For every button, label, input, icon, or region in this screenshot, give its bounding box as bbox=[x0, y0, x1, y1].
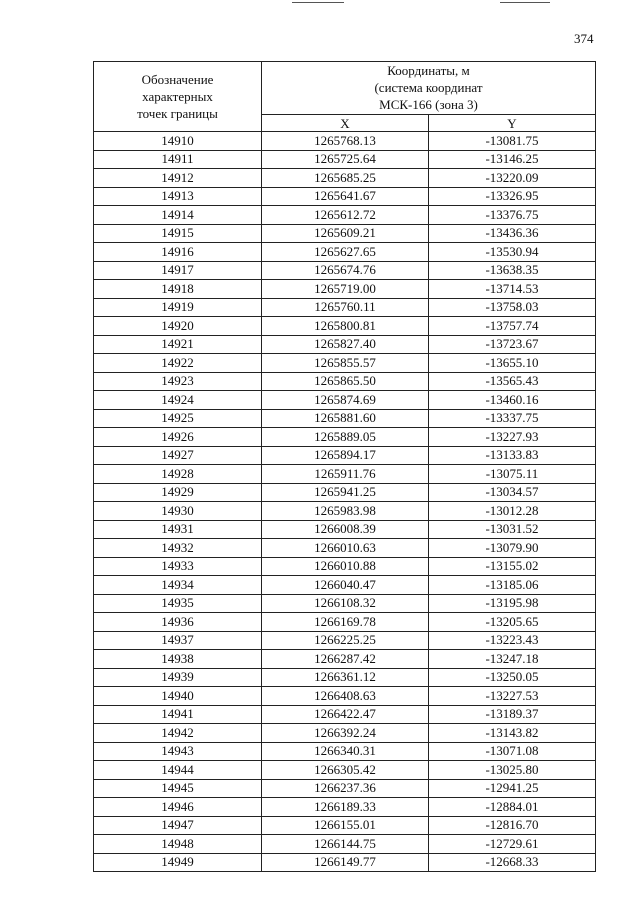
x-coordinate-cell: 1265983.98 bbox=[262, 502, 429, 521]
x-coordinate-cell: 1265612.72 bbox=[262, 206, 429, 225]
x-coordinate-cell: 1266408.63 bbox=[262, 687, 429, 706]
y-coordinate-cell: -13223.43 bbox=[429, 631, 596, 650]
x-coordinate-cell: 1266305.42 bbox=[262, 761, 429, 780]
x-coordinate-cell: 1266361.12 bbox=[262, 668, 429, 687]
y-coordinate-cell: -13031.52 bbox=[429, 520, 596, 539]
x-column-header: X bbox=[262, 115, 429, 132]
y-coordinate-cell: -12729.61 bbox=[429, 835, 596, 854]
table-row bbox=[94, 502, 596, 521]
x-coordinate-cell: 1265641.67 bbox=[262, 187, 429, 206]
table-row bbox=[94, 317, 596, 336]
table-row bbox=[94, 816, 596, 835]
y-coordinate-cell: -13155.02 bbox=[429, 557, 596, 576]
y-coordinate-cell: -13638.35 bbox=[429, 261, 596, 280]
point-cell: 14935 bbox=[94, 594, 262, 613]
point-cell: 14918 bbox=[94, 280, 262, 299]
scan-mark-left bbox=[292, 2, 344, 3]
x-coordinate-cell: 1265827.40 bbox=[262, 335, 429, 354]
x-coordinate-cell: 1265941.25 bbox=[262, 483, 429, 502]
point-cell: 14926 bbox=[94, 428, 262, 447]
y-coordinate-cell: -13337.75 bbox=[429, 409, 596, 428]
x-coordinate-cell: 1265800.81 bbox=[262, 317, 429, 336]
table-row bbox=[94, 724, 596, 743]
point-cell: 14946 bbox=[94, 798, 262, 817]
table-row bbox=[94, 261, 596, 280]
point-cell: 14919 bbox=[94, 298, 262, 317]
table-row bbox=[94, 169, 596, 188]
y-coordinate-cell: -13227.53 bbox=[429, 687, 596, 706]
table-row bbox=[94, 520, 596, 539]
x-coordinate-cell: 1265768.13 bbox=[262, 132, 429, 151]
point-cell: 14911 bbox=[94, 150, 262, 169]
y-coordinate-cell: -13655.10 bbox=[429, 354, 596, 373]
x-coordinate-cell: 1266040.47 bbox=[262, 576, 429, 595]
coordinates-table bbox=[93, 61, 596, 872]
y-coordinate-cell: -13247.18 bbox=[429, 650, 596, 669]
point-cell: 14949 bbox=[94, 853, 262, 872]
point-cell: 14916 bbox=[94, 243, 262, 262]
point-cell: 14928 bbox=[94, 465, 262, 484]
y-coordinate-cell: -13205.65 bbox=[429, 613, 596, 632]
point-cell: 14910 bbox=[94, 132, 262, 151]
point-cell: 14948 bbox=[94, 835, 262, 854]
point-header-line: характерных bbox=[142, 89, 213, 104]
y-coordinate-cell: -13025.80 bbox=[429, 761, 596, 780]
x-coordinate-cell: 1265874.69 bbox=[262, 391, 429, 410]
page-number: 374 bbox=[574, 31, 594, 46]
y-coordinate-cell: -13012.28 bbox=[429, 502, 596, 521]
point-cell: 14934 bbox=[94, 576, 262, 595]
point-cell: 14936 bbox=[94, 613, 262, 632]
point-cell: 14944 bbox=[94, 761, 262, 780]
x-coordinate-cell: 1266287.42 bbox=[262, 650, 429, 669]
x-coordinate-cell: 1265719.00 bbox=[262, 280, 429, 299]
x-coordinate-cell: 1266108.32 bbox=[262, 594, 429, 613]
y-coordinate-cell: -13460.16 bbox=[429, 391, 596, 410]
table-row bbox=[94, 280, 596, 299]
x-coordinate-cell: 1266008.39 bbox=[262, 520, 429, 539]
x-coordinate-cell: 1265760.11 bbox=[262, 298, 429, 317]
point-header-line: Обозначение bbox=[141, 72, 214, 87]
table-row bbox=[94, 650, 596, 669]
coords-header-line: (система координат bbox=[374, 80, 483, 95]
x-coordinate-cell: 1266149.77 bbox=[262, 853, 429, 872]
x-coordinate-cell: 1266340.31 bbox=[262, 742, 429, 761]
y-coordinate-cell: -12941.25 bbox=[429, 779, 596, 798]
table-row bbox=[94, 206, 596, 225]
table-row bbox=[94, 243, 596, 262]
point-cell: 14939 bbox=[94, 668, 262, 687]
x-coordinate-cell: 1265674.76 bbox=[262, 261, 429, 280]
table-row bbox=[94, 835, 596, 854]
y-coordinate-cell: -12884.01 bbox=[429, 798, 596, 817]
x-coordinate-cell: 1266010.88 bbox=[262, 557, 429, 576]
coords-header-line: Координаты, м bbox=[387, 63, 470, 78]
table-row bbox=[94, 687, 596, 706]
coords-header-line: МСК-166 (зона 3) bbox=[379, 97, 478, 112]
y-coordinate-cell: -13376.75 bbox=[429, 206, 596, 225]
x-coordinate-cell: 1265911.76 bbox=[262, 465, 429, 484]
table-row bbox=[94, 798, 596, 817]
x-coordinate-cell: 1266169.78 bbox=[262, 613, 429, 632]
y-coordinate-cell: -13714.53 bbox=[429, 280, 596, 299]
table-header-row bbox=[94, 62, 596, 115]
point-cell: 14922 bbox=[94, 354, 262, 373]
table-row bbox=[94, 224, 596, 243]
point-cell: 14912 bbox=[94, 169, 262, 188]
table-row bbox=[94, 446, 596, 465]
point-cell: 14947 bbox=[94, 816, 262, 835]
y-coordinate-cell: -13220.09 bbox=[429, 169, 596, 188]
x-coordinate-cell: 1266155.01 bbox=[262, 816, 429, 835]
point-cell: 14937 bbox=[94, 631, 262, 650]
point-cell: 14923 bbox=[94, 372, 262, 391]
table-row bbox=[94, 594, 596, 613]
point-cell: 14938 bbox=[94, 650, 262, 669]
x-coordinate-cell: 1266422.47 bbox=[262, 705, 429, 724]
y-coordinate-cell: -13185.06 bbox=[429, 576, 596, 595]
point-cell: 14915 bbox=[94, 224, 262, 243]
table-body bbox=[94, 132, 596, 872]
table-row bbox=[94, 391, 596, 410]
table-row bbox=[94, 705, 596, 724]
y-coordinate-cell: -13133.83 bbox=[429, 446, 596, 465]
table-row bbox=[94, 187, 596, 206]
x-coordinate-cell: 1266392.24 bbox=[262, 724, 429, 743]
point-cell: 14931 bbox=[94, 520, 262, 539]
x-coordinate-cell: 1266010.63 bbox=[262, 539, 429, 558]
x-coordinate-cell: 1265855.57 bbox=[262, 354, 429, 373]
y-coordinate-cell: -13723.67 bbox=[429, 335, 596, 354]
table-row bbox=[94, 465, 596, 484]
y-coordinate-cell: -13079.90 bbox=[429, 539, 596, 558]
y-coordinate-cell: -12816.70 bbox=[429, 816, 596, 835]
point-cell: 14925 bbox=[94, 409, 262, 428]
table-row bbox=[94, 631, 596, 650]
x-coordinate-cell: 1265865.50 bbox=[262, 372, 429, 391]
point-cell: 14924 bbox=[94, 391, 262, 410]
x-coordinate-cell: 1265881.60 bbox=[262, 409, 429, 428]
table-row bbox=[94, 483, 596, 502]
x-coordinate-cell: 1266225.25 bbox=[262, 631, 429, 650]
y-coordinate-cell: -13326.95 bbox=[429, 187, 596, 206]
y-coordinate-cell: -13757.74 bbox=[429, 317, 596, 336]
x-coordinate-cell: 1265889.05 bbox=[262, 428, 429, 447]
table-row bbox=[94, 428, 596, 447]
point-cell: 14927 bbox=[94, 446, 262, 465]
point-cell: 14941 bbox=[94, 705, 262, 724]
y-coordinate-cell: -13227.93 bbox=[429, 428, 596, 447]
y-coordinate-cell: -13071.08 bbox=[429, 742, 596, 761]
point-cell: 14929 bbox=[94, 483, 262, 502]
y-coordinate-cell: -13758.03 bbox=[429, 298, 596, 317]
table-row bbox=[94, 150, 596, 169]
table-row bbox=[94, 742, 596, 761]
y-coordinate-cell: -13250.05 bbox=[429, 668, 596, 687]
table-row bbox=[94, 576, 596, 595]
x-coordinate-cell: 1265627.65 bbox=[262, 243, 429, 262]
table-row bbox=[94, 853, 596, 872]
y-coordinate-cell: -13081.75 bbox=[429, 132, 596, 151]
y-coordinate-cell: -13530.94 bbox=[429, 243, 596, 262]
point-cell: 14917 bbox=[94, 261, 262, 280]
coords-column-header bbox=[262, 62, 596, 115]
point-cell: 14945 bbox=[94, 779, 262, 798]
point-cell: 14940 bbox=[94, 687, 262, 706]
y-coordinate-cell: -12668.33 bbox=[429, 853, 596, 872]
y-coordinate-cell: -13075.11 bbox=[429, 465, 596, 484]
x-coordinate-cell: 1266189.33 bbox=[262, 798, 429, 817]
y-coordinate-cell: -13189.37 bbox=[429, 705, 596, 724]
point-cell: 14943 bbox=[94, 742, 262, 761]
point-column-header bbox=[94, 62, 262, 132]
x-coordinate-cell: 1266237.36 bbox=[262, 779, 429, 798]
table-row bbox=[94, 779, 596, 798]
y-coordinate-cell: -13436.36 bbox=[429, 224, 596, 243]
table-row bbox=[94, 539, 596, 558]
point-cell: 14930 bbox=[94, 502, 262, 521]
table-row bbox=[94, 132, 596, 151]
y-coordinate-cell: -13034.57 bbox=[429, 483, 596, 502]
table-row bbox=[94, 613, 596, 632]
scan-mark-right bbox=[500, 2, 550, 3]
table-row bbox=[94, 409, 596, 428]
table-row bbox=[94, 354, 596, 373]
y-coordinate-cell: -13143.82 bbox=[429, 724, 596, 743]
table-row bbox=[94, 668, 596, 687]
table-row bbox=[94, 372, 596, 391]
point-cell: 14933 bbox=[94, 557, 262, 576]
point-cell: 14932 bbox=[94, 539, 262, 558]
y-coordinate-cell: -13195.98 bbox=[429, 594, 596, 613]
x-coordinate-cell: 1265609.21 bbox=[262, 224, 429, 243]
point-cell: 14942 bbox=[94, 724, 262, 743]
y-coordinate-cell: -13146.25 bbox=[429, 150, 596, 169]
point-cell: 14913 bbox=[94, 187, 262, 206]
y-column-header: Y bbox=[429, 115, 596, 132]
point-cell: 14914 bbox=[94, 206, 262, 225]
table-row bbox=[94, 557, 596, 576]
x-coordinate-cell: 1265894.17 bbox=[262, 446, 429, 465]
point-cell: 14920 bbox=[94, 317, 262, 336]
table-row bbox=[94, 761, 596, 780]
x-coordinate-cell: 1265725.64 bbox=[262, 150, 429, 169]
point-header-line: точек границы bbox=[137, 106, 218, 121]
x-coordinate-cell: 1266144.75 bbox=[262, 835, 429, 854]
table-row bbox=[94, 335, 596, 354]
point-cell: 14921 bbox=[94, 335, 262, 354]
x-coordinate-cell: 1265685.25 bbox=[262, 169, 429, 188]
table-row bbox=[94, 298, 596, 317]
y-coordinate-cell: -13565.43 bbox=[429, 372, 596, 391]
